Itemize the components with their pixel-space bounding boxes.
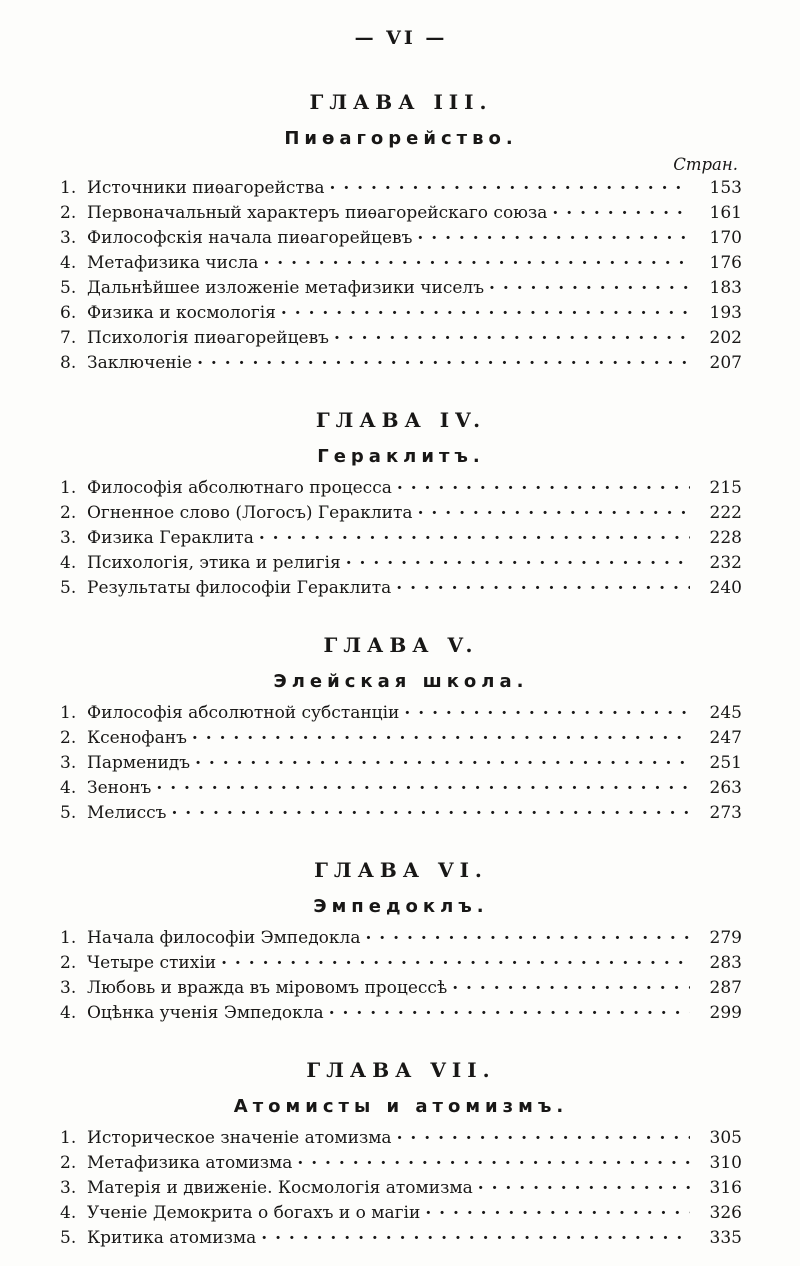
entry-number: 4. bbox=[60, 1003, 77, 1023]
entry-title: Физика и космологія bbox=[87, 303, 276, 323]
entry-page-number: 170 bbox=[709, 228, 742, 248]
chapter-heading: ГЛАВА V. bbox=[323, 633, 479, 657]
entry-list bbox=[60, 701, 742, 826]
toc-entry bbox=[60, 951, 742, 976]
chapter-heading: ГЛАВА VII. bbox=[306, 1058, 496, 1082]
toc-entry bbox=[60, 1001, 742, 1026]
toc-entry bbox=[60, 726, 742, 751]
dot-leader bbox=[193, 751, 690, 776]
chapter-section bbox=[60, 601, 742, 826]
entry-number: 2. bbox=[60, 503, 77, 523]
entry-page-number: 283 bbox=[709, 953, 742, 973]
entry-title: Ученіе Демокрита о богахъ и о магіи bbox=[87, 1203, 421, 1223]
chapter-heading: ГЛАВА VI. bbox=[314, 858, 488, 882]
dot-leader bbox=[295, 1151, 690, 1176]
entry-number: 2. bbox=[60, 203, 77, 223]
toc-entry bbox=[60, 201, 742, 226]
dot-leader bbox=[219, 951, 690, 976]
dot-leader bbox=[261, 251, 690, 276]
entry-number: 2. bbox=[60, 953, 77, 973]
entry-title: Зенонъ bbox=[87, 778, 152, 798]
chapter-section bbox=[60, 376, 742, 601]
dot-leader bbox=[259, 1226, 690, 1251]
entry-list bbox=[60, 476, 742, 601]
chapter-subtitle: Пиѳагорейство. bbox=[284, 128, 518, 149]
entry-number: 8. bbox=[60, 353, 77, 373]
dot-leader bbox=[395, 1126, 690, 1151]
entry-title: Философскія начала пиѳагорейцевъ bbox=[87, 228, 413, 248]
entry-title: Философія абсолютной субстанціи bbox=[87, 703, 400, 723]
entry-page-number: 207 bbox=[709, 353, 742, 373]
entry-page-number: 335 bbox=[709, 1228, 742, 1248]
entry-page-number: 202 bbox=[709, 328, 742, 348]
toc-entry bbox=[60, 251, 742, 276]
dot-leader bbox=[327, 1001, 690, 1026]
entry-page-number: 310 bbox=[709, 1153, 742, 1173]
toc-entry bbox=[60, 476, 742, 501]
toc-entry bbox=[60, 326, 742, 351]
entry-page-number: 183 bbox=[709, 278, 742, 298]
entry-number: 4. bbox=[60, 553, 77, 573]
chapter-section bbox=[60, 826, 742, 1026]
dot-leader bbox=[395, 476, 690, 501]
entry-page-number: 153 bbox=[709, 178, 742, 198]
dot-leader bbox=[394, 576, 690, 601]
entry-number: 1. bbox=[60, 1128, 77, 1148]
entry-number: 1. bbox=[60, 478, 77, 498]
entry-title: Источники пиѳагорейства bbox=[87, 178, 325, 198]
toc-entry bbox=[60, 1126, 742, 1151]
entry-title: Критика атомизма bbox=[87, 1228, 257, 1248]
entry-title: Любовь и вражда въ міровомъ процессѣ bbox=[87, 978, 448, 998]
toc-entry bbox=[60, 351, 742, 376]
dot-leader bbox=[415, 226, 690, 251]
toc-entry bbox=[60, 701, 742, 726]
entry-title: Психологія, этика и религія bbox=[87, 553, 341, 573]
entry-number: 3. bbox=[60, 753, 77, 773]
entry-page-number: 305 bbox=[709, 1128, 742, 1148]
entry-page-number: 240 bbox=[709, 578, 742, 598]
entry-title: Начала философіи Эмпедокла bbox=[87, 928, 361, 948]
entry-page-number: 263 bbox=[709, 778, 742, 798]
toc-entry bbox=[60, 551, 742, 576]
dot-leader bbox=[416, 501, 690, 526]
entry-title: Матерія и движеніе. Космологія атомизма bbox=[87, 1178, 473, 1198]
entry-number: 5. bbox=[60, 278, 77, 298]
page-number-header: — VI — bbox=[354, 27, 448, 49]
toc-entry bbox=[60, 176, 742, 201]
dot-leader bbox=[169, 801, 690, 826]
entry-list bbox=[60, 176, 742, 376]
toc-entry bbox=[60, 1201, 742, 1226]
entry-number: 5. bbox=[60, 803, 77, 823]
entry-title: Философія абсолютнаго процесса bbox=[87, 478, 392, 498]
entry-number: 2. bbox=[60, 728, 77, 748]
toc-entry bbox=[60, 501, 742, 526]
chapter-heading: ГЛАВА III. bbox=[309, 90, 493, 114]
entry-title: Первоначальный характеръ пиѳагорейскаго союза bbox=[87, 203, 548, 223]
entry-page-number: 193 bbox=[709, 303, 742, 323]
entry-title: Ксенофанъ bbox=[87, 728, 187, 748]
entry-number: 4. bbox=[60, 1203, 77, 1223]
entry-title: Мелиссъ bbox=[87, 803, 167, 823]
entry-page-number: 247 bbox=[709, 728, 742, 748]
entry-number: 7. bbox=[60, 328, 77, 348]
pages-column-label: Стран. bbox=[673, 155, 738, 174]
toc-entry bbox=[60, 801, 742, 826]
dot-leader bbox=[195, 351, 690, 376]
chapter-subtitle: Эмпедоклъ. bbox=[313, 896, 489, 917]
dot-leader bbox=[476, 1176, 690, 1201]
entry-number: 3. bbox=[60, 228, 77, 248]
entry-title: Психологія пиѳагорейцевъ bbox=[87, 328, 329, 348]
entry-page-number: 222 bbox=[709, 503, 742, 523]
dot-leader bbox=[363, 926, 690, 951]
entry-number: 1. bbox=[60, 928, 77, 948]
dot-leader bbox=[423, 1201, 690, 1226]
entry-number: 5. bbox=[60, 578, 77, 598]
toc-entry bbox=[60, 776, 742, 801]
entry-page-number: 287 bbox=[709, 978, 742, 998]
entry-title: Парменидъ bbox=[87, 753, 191, 773]
toc-entry bbox=[60, 276, 742, 301]
toc-entry bbox=[60, 1151, 742, 1176]
entry-title: Физика Гераклита bbox=[87, 528, 254, 548]
entry-page-number: 326 bbox=[709, 1203, 742, 1223]
entry-page-number: 279 bbox=[709, 928, 742, 948]
entry-page-number: 299 bbox=[709, 1003, 742, 1023]
toc-entry bbox=[60, 301, 742, 326]
entry-title: Огненное слово (Логосъ) Гераклита bbox=[87, 503, 413, 523]
entry-title: Метафизика числа bbox=[87, 253, 259, 273]
dot-leader bbox=[487, 276, 690, 301]
toc-entry bbox=[60, 576, 742, 601]
dot-leader bbox=[257, 526, 690, 551]
entry-title: Метафизика атомизма bbox=[87, 1153, 293, 1173]
entry-page-number: 273 bbox=[709, 803, 742, 823]
chapter-section bbox=[60, 1026, 742, 1251]
entry-title: Заключеніе bbox=[87, 353, 193, 373]
entry-number: 4. bbox=[60, 253, 77, 273]
toc-entry bbox=[60, 526, 742, 551]
entry-title: Дальнѣйшее изложеніе метафизики чиселъ bbox=[87, 278, 485, 298]
dot-leader bbox=[190, 726, 690, 751]
entry-number: 2. bbox=[60, 1153, 77, 1173]
chapter-heading: ГЛАВА IV. bbox=[315, 408, 487, 432]
toc-entry bbox=[60, 226, 742, 251]
entry-title: Историческое значеніе атомизма bbox=[87, 1128, 392, 1148]
entry-number: 3. bbox=[60, 1178, 77, 1198]
dot-leader bbox=[550, 201, 690, 226]
entry-number: 1. bbox=[60, 703, 77, 723]
toc bbox=[60, 50, 742, 1251]
dot-leader bbox=[154, 776, 690, 801]
chapter-subtitle: Гераклитъ. bbox=[317, 446, 485, 467]
entry-number: 6. bbox=[60, 303, 77, 323]
toc-entry bbox=[60, 1176, 742, 1201]
entry-number: 4. bbox=[60, 778, 77, 798]
entry-page-number: 161 bbox=[709, 203, 742, 223]
dot-leader bbox=[327, 176, 690, 201]
entry-title: Оцѣнка ученія Эмпедокла bbox=[87, 1003, 324, 1023]
entry-page-number: 316 bbox=[709, 1178, 742, 1198]
toc-entry bbox=[60, 976, 742, 1001]
entry-title: Результаты философіи Гераклита bbox=[87, 578, 392, 598]
entry-number: 3. bbox=[60, 978, 77, 998]
entry-number: 5. bbox=[60, 1228, 77, 1248]
toc-entry bbox=[60, 751, 742, 776]
entry-list bbox=[60, 926, 742, 1026]
dot-leader bbox=[279, 301, 690, 326]
entry-page-number: 215 bbox=[709, 478, 742, 498]
entry-page-number: 176 bbox=[709, 253, 742, 273]
dot-leader bbox=[402, 701, 690, 726]
chapter-section bbox=[60, 50, 742, 376]
entry-page-number: 251 bbox=[709, 753, 742, 773]
entry-page-number: 228 bbox=[709, 528, 742, 548]
toc-entry bbox=[60, 926, 742, 951]
dot-leader bbox=[344, 551, 690, 576]
toc-entry bbox=[60, 1226, 742, 1251]
entry-title: Четыре стихіи bbox=[87, 953, 217, 973]
entry-number: 3. bbox=[60, 528, 77, 548]
dot-leader bbox=[450, 976, 690, 1001]
entry-number: 1. bbox=[60, 178, 77, 198]
chapter-subtitle: Атомисты и атомизмъ. bbox=[233, 1096, 569, 1117]
chapter-subtitle: Элейская школа. bbox=[273, 671, 529, 692]
entry-page-number: 245 bbox=[709, 703, 742, 723]
entry-page-number: 232 bbox=[709, 553, 742, 573]
entry-list bbox=[60, 1126, 742, 1251]
dot-leader bbox=[332, 326, 690, 351]
